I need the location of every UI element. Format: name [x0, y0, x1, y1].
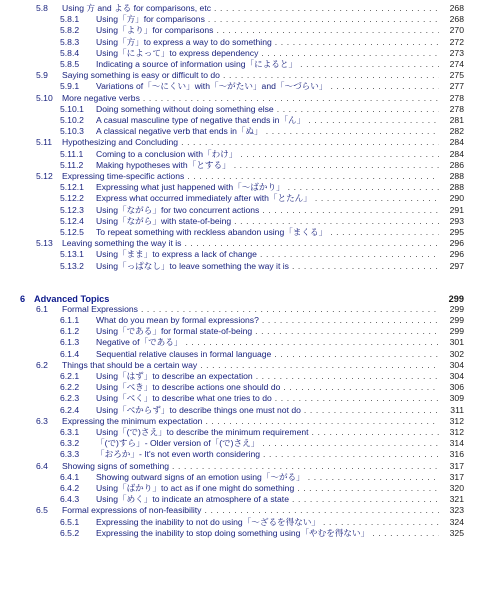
dot-leader: [292, 260, 439, 272]
toc-entry[interactable]: [60, 204, 464, 216]
toc-entry-number: 6.2: [36, 359, 48, 370]
toc-entry[interactable]: [60, 381, 464, 393]
toc-entry[interactable]: [60, 426, 464, 438]
toc-entry-title[interactable]: 「(で)すら」- Older version of「(で)さえ」: [96, 438, 260, 449]
dot-leader: [308, 114, 439, 126]
toc-entry-number: 5.8.1: [60, 14, 80, 25]
toc-entry-number: 5.11.1: [60, 148, 84, 159]
toc-entry-page[interactable]: 281: [449, 115, 464, 125]
toc-entry-title[interactable]: Hypothesizing and Concluding: [62, 137, 179, 148]
toc-entry-title[interactable]: Making hypotheses with「とする」: [96, 159, 231, 170]
toc-entry[interactable]: [36, 92, 464, 104]
toc-entry-title[interactable]: Expressing what just happened with「～ばかり」: [96, 182, 285, 193]
toc-entry-number: 5.13: [36, 238, 53, 249]
toc-entry-title[interactable]: Variations of「～にくい」with「～がたい」and「～づらい」: [96, 81, 328, 92]
toc-entry-page[interactable]: 282: [449, 126, 464, 137]
dot-leader: [234, 159, 439, 171]
toc-entry-page[interactable]: 323: [449, 505, 464, 516]
toc-entry-number: 5.10: [36, 92, 53, 103]
toc-entry-page[interactable]: 320: [449, 483, 464, 493]
toc-entry-number: 6.2.2: [60, 382, 80, 393]
toc-entry-page[interactable]: 324: [449, 516, 464, 527]
toc-entry-number: 5.8.2: [60, 25, 80, 36]
toc-entry[interactable]: [60, 404, 464, 416]
dot-leader: [172, 460, 439, 472]
toc-entry-page[interactable]: 325: [449, 527, 464, 538]
toc-entry-number: 5.8: [36, 3, 48, 13]
toc-entry-page[interactable]: 304: [449, 371, 464, 381]
dot-leader: [262, 204, 439, 216]
dot-leader: [185, 336, 439, 348]
toc-entry[interactable]: [60, 47, 464, 59]
toc-entry-page[interactable]: 296: [449, 238, 464, 249]
toc-entry-page[interactable]: 317: [449, 460, 464, 471]
toc-entry-number: 5.8.4: [60, 47, 80, 58]
toc-entry-page[interactable]: 291: [449, 204, 464, 215]
toc-entry-number: 5.10.2: [60, 115, 84, 125]
toc-entry-page[interactable]: 278: [449, 103, 464, 114]
toc-entry-number: 5.13.1: [60, 249, 84, 260]
toc-entry-title[interactable]: Saying something is easy or difficult to do: [62, 70, 220, 81]
dot-leader: [297, 482, 439, 494]
toc-entry-title[interactable]: Express what occurred immediately after with「とたん」: [96, 193, 312, 204]
dot-leader: [214, 2, 439, 14]
dot-leader: [323, 516, 439, 528]
dot-leader: [260, 248, 439, 260]
toc-entry-title[interactable]: Expressing time-specific actions: [62, 171, 185, 181]
toc-entry[interactable]: [60, 103, 464, 115]
toc-entry-page[interactable]: 277: [449, 81, 464, 92]
toc-entry[interactable]: [60, 114, 464, 126]
dot-leader: [200, 359, 439, 371]
toc-entry-title[interactable]: Formal expressions of non-feasibility: [62, 505, 202, 516]
toc-entry-number: 6.4: [36, 460, 48, 471]
dot-leader: [274, 348, 439, 360]
toc-entry-number: 6.4.1: [60, 471, 80, 482]
dot-leader: [184, 237, 439, 249]
toc-entry[interactable]: [60, 24, 464, 36]
toc-entry-number: 5.12.4: [60, 215, 84, 226]
dot-leader: [240, 148, 439, 160]
toc-entry[interactable]: [36, 237, 464, 249]
toc-entry-title[interactable]: Using「ながら」with state-of-being: [96, 215, 232, 226]
toc-entry-title[interactable]: Using「べからず」to describe things one must not do: [96, 404, 301, 415]
toc-entry-number: 5.12.5: [60, 227, 84, 237]
toc-entry-page[interactable]: 297: [449, 260, 464, 271]
toc-entry[interactable]: [60, 314, 464, 326]
toc-entry[interactable]: [60, 493, 464, 505]
toc-entry[interactable]: [60, 516, 464, 528]
toc-entry[interactable]: [60, 248, 464, 260]
toc-entry-title[interactable]: Using「より」for comparisons: [96, 25, 214, 36]
toc-entry-page[interactable]: 268: [449, 14, 464, 25]
toc-entry[interactable]: [60, 348, 464, 360]
toc-entry-page[interactable]: 299: [448, 293, 464, 304]
toc-entry-title[interactable]: Coming to a conclusion with「わけ」: [96, 148, 238, 159]
toc-entry-page[interactable]: 278: [449, 92, 464, 103]
dot-leader: [263, 448, 439, 460]
toc-entry[interactable]: [60, 80, 464, 92]
toc-entry-title[interactable]: Advanced Topics: [34, 293, 110, 304]
toc-entry[interactable]: [36, 415, 464, 427]
toc-entry[interactable]: [60, 13, 464, 25]
toc-entry[interactable]: [60, 181, 464, 193]
dot-leader: [143, 92, 439, 104]
toc-entry-title[interactable]: Using「べき」to describe actions one should do: [96, 382, 281, 393]
toc-entry-page[interactable]: 317: [449, 471, 464, 482]
toc-entry-title[interactable]: Indicating a source of information using「によると」: [96, 59, 298, 69]
toc-entry-title[interactable]: Using 方 and よる for comparisons, etc: [62, 3, 212, 13]
toc-entry-title[interactable]: Using「方」for comparisons: [96, 14, 205, 25]
toc-entry[interactable]: [60, 36, 464, 48]
toc-entry[interactable]: [60, 260, 464, 272]
dot-leader: [255, 325, 439, 337]
toc-entry-page[interactable]: 299: [449, 315, 464, 325]
toc-entry[interactable]: [60, 148, 464, 160]
toc-entry-page[interactable]: 312: [449, 415, 464, 426]
toc-entry-number: 6.5.1: [60, 516, 80, 527]
toc-entry-title[interactable]: Expressing the inability to not do using「～ざるを得ない」: [96, 516, 321, 527]
dot-leader: [266, 125, 439, 137]
toc-entry-page[interactable]: 299: [449, 303, 464, 314]
toc-entry-page[interactable]: 275: [449, 70, 464, 81]
dot-leader: [223, 69, 439, 81]
dot-leader: [262, 437, 439, 449]
toc-entry-page[interactable]: 272: [449, 36, 464, 47]
dot-leader: [277, 103, 439, 115]
toc-entry-title[interactable]: Using「はず」to describe an expectation: [96, 371, 253, 381]
toc-entry-page[interactable]: 273: [449, 47, 464, 58]
dot-leader: [208, 13, 439, 25]
toc-entry-page[interactable]: 284: [449, 148, 464, 159]
toc-entry-title[interactable]: Formal Expressions: [62, 303, 138, 314]
toc-entry[interactable]: [60, 448, 464, 460]
dot-leader: [187, 170, 439, 182]
toc-entry[interactable]: [20, 290, 464, 302]
toc-entry-title[interactable]: 「おろか」- It's not even worth considering: [96, 449, 261, 460]
toc-entry-number: 5.8.3: [60, 36, 80, 47]
toc-entry-number: 6.1.3: [60, 337, 80, 348]
toc-entry-page[interactable]: 299: [449, 326, 464, 337]
toc-entry-number: 6.2.4: [60, 404, 80, 415]
toc-entry-title[interactable]: Expressing the inability to stop doing something using「やむを得ない」: [96, 527, 370, 538]
toc-entry-page[interactable]: 268: [449, 3, 464, 13]
toc-entry-page[interactable]: 312: [449, 427, 464, 437]
toc-entry-page[interactable]: 306: [449, 382, 464, 393]
toc-entry-title[interactable]: A casual masculine type of negative that ends in「ん」: [96, 115, 306, 125]
toc-entry-number: 5.10.1: [60, 103, 84, 114]
toc-entry[interactable]: [60, 370, 464, 382]
toc-entry-number: 6: [20, 293, 26, 304]
toc-entry-number: 6.1.4: [60, 348, 80, 359]
dot-leader: [256, 370, 439, 382]
dot-leader: [288, 181, 439, 193]
toc-entry-number: 6.1.2: [60, 326, 80, 337]
toc-entry-page[interactable]: 316: [449, 449, 464, 460]
toc-entry[interactable]: [60, 437, 464, 449]
toc-entry-number: 5.13.2: [60, 260, 84, 271]
toc-entry-number: 5.12: [36, 171, 53, 181]
toc-entry-number: 6.3.2: [60, 438, 80, 449]
toc-entry-title[interactable]: Using「べく」to describe what one tries to do: [96, 393, 272, 404]
dot-leader: [261, 47, 439, 59]
toc-entry[interactable]: [36, 69, 464, 81]
dot-leader: [292, 493, 439, 505]
dot-leader: [300, 58, 439, 70]
dot-leader: [283, 381, 439, 393]
toc-entry-number: 5.9: [36, 70, 48, 81]
dot-leader: [234, 215, 439, 227]
toc-entry[interactable]: [60, 482, 464, 494]
toc-entry-page[interactable]: 296: [449, 249, 464, 260]
toc-entry[interactable]: [36, 303, 464, 315]
dot-leader: [181, 136, 439, 148]
toc-entry-number: 6.3.1: [60, 427, 80, 437]
toc-entry-number: 6.5.2: [60, 527, 80, 538]
toc-entry[interactable]: [60, 192, 464, 204]
dot-leader: [205, 415, 439, 427]
toc-entry-title[interactable]: Using「ながら」for two concurrent actions: [96, 204, 260, 215]
toc-entry[interactable]: [60, 325, 464, 337]
toc-entry-page[interactable]: 290: [449, 193, 464, 204]
toc-entry-number: 6.5: [36, 505, 48, 516]
toc-entry-number: 5.12.2: [60, 193, 84, 204]
dot-leader: [330, 80, 439, 92]
toc-entry[interactable]: [36, 2, 464, 14]
toc-entry-page[interactable]: 314: [449, 438, 464, 449]
toc-entry-number: 5.12.1: [60, 182, 84, 193]
toc-entry-page[interactable]: 301: [449, 337, 464, 348]
toc-entry-number: 5.10.3: [60, 126, 84, 137]
toc-entry-title[interactable]: Using「ばかり」to act as if one might do something: [96, 483, 295, 493]
toc-entry-page[interactable]: 274: [449, 59, 464, 69]
toc-entry-page[interactable]: 309: [449, 393, 464, 404]
toc-entry-title[interactable]: Expressing the minimum expectation: [62, 415, 203, 426]
toc-entry[interactable]: [60, 58, 464, 70]
toc-entry-page[interactable]: 293: [449, 215, 464, 226]
toc-entry-number: 6.4.2: [60, 483, 80, 493]
toc-entry-title[interactable]: Showing outward signs of an emotion using「～がる」: [96, 471, 305, 482]
dot-leader: [312, 426, 439, 438]
toc-entry-page[interactable]: 288: [449, 182, 464, 193]
toc-entry-title[interactable]: Using「方」to express a way to do something: [96, 36, 272, 47]
toc-entry[interactable]: [36, 136, 464, 148]
toc-entry-number: 5.12.3: [60, 204, 84, 215]
toc-entry-title[interactable]: Using「(で)さえ」to describe the minimum requirement: [96, 427, 309, 437]
dot-leader: [304, 404, 439, 416]
dot-leader: [315, 192, 439, 204]
toc-entry-number: 6.2.3: [60, 393, 80, 404]
toc-entry-number: 6.3.3: [60, 449, 80, 460]
toc-entry-title[interactable]: Using「めく」to indicate an atmosphere of a state: [96, 494, 289, 505]
toc-entry-title[interactable]: What do you mean by formal expressions?: [96, 315, 259, 325]
toc-entry[interactable]: [36, 460, 464, 472]
toc-entry-title[interactable]: Using「によって」to express dependency: [96, 47, 259, 58]
toc-entry-page[interactable]: 295: [449, 227, 464, 237]
dot-leader: [112, 290, 439, 302]
toc-entry[interactable]: [60, 527, 464, 539]
toc-entry[interactable]: [36, 504, 464, 516]
toc-entry-number: 6.1: [36, 303, 48, 314]
toc-entry-number: 6.1.1: [60, 315, 80, 325]
toc-entry[interactable]: [60, 471, 464, 483]
toc-entry-number: 5.8.5: [60, 59, 80, 69]
toc-entry-number: 5.11.2: [60, 159, 84, 170]
toc-entry-page[interactable]: 302: [449, 348, 464, 359]
dot-leader: [204, 504, 439, 516]
dot-leader: [275, 36, 439, 48]
toc-entry[interactable]: [36, 170, 464, 182]
toc-entry[interactable]: [36, 359, 464, 371]
toc-entry-page[interactable]: 311: [450, 404, 464, 415]
toc-entry-title[interactable]: Negative of「である」: [96, 337, 183, 348]
toc-entry-title[interactable]: More negative verbs: [62, 92, 140, 103]
toc-entry-page[interactable]: 270: [449, 25, 464, 36]
toc-entry[interactable]: [60, 215, 464, 227]
toc-entry[interactable]: [60, 392, 464, 404]
toc-entry-number: 6.2.1: [60, 371, 80, 381]
toc-entry-title[interactable]: Using「である」for formal state-of-being: [96, 326, 253, 337]
dot-leader: [216, 24, 439, 36]
toc-entry[interactable]: [60, 125, 464, 137]
toc-entry-page[interactable]: 321: [449, 494, 464, 505]
toc-entry[interactable]: [60, 226, 464, 238]
toc-entry-page[interactable]: 284: [449, 137, 464, 148]
dot-leader: [330, 226, 439, 238]
toc-entry-number: 6.3: [36, 415, 48, 426]
toc-entry-title[interactable]: Using「っぱなし」to leave something the way it is: [96, 260, 289, 271]
toc-entry[interactable]: [60, 159, 464, 171]
toc-entry-page[interactable]: 304: [449, 359, 464, 370]
toc-entry[interactable]: [60, 336, 464, 348]
toc-entry-page[interactable]: 286: [449, 159, 464, 170]
toc-entry-title[interactable]: Things that should be a certain way: [62, 359, 198, 370]
toc-entry-title[interactable]: Sequential relative clauses in formal language: [96, 348, 272, 359]
dot-leader: [308, 471, 439, 483]
dot-leader: [262, 314, 439, 326]
toc-entry-page[interactable]: 288: [449, 171, 464, 181]
dot-leader: [275, 392, 439, 404]
toc-entry-number: 6.4.3: [60, 494, 80, 505]
toc-entry-number: 5.9.1: [60, 81, 80, 92]
toc-entry-number: 5.11: [36, 137, 53, 148]
dot-leader: [372, 527, 439, 539]
toc-entry-title[interactable]: To repeat something with reckless abandon using「まくる」: [96, 227, 328, 237]
toc-entry-title[interactable]: Showing signs of something: [62, 460, 170, 471]
toc-entry-title[interactable]: Leaving something the way it is: [62, 238, 182, 249]
toc-entry-title[interactable]: Using「まま」to express a lack of change: [96, 249, 257, 260]
toc-entry-title[interactable]: Doing something without doing something else: [96, 103, 274, 114]
dot-leader: [141, 303, 439, 315]
toc-entry-title[interactable]: A classical negative verb that ends in「ぬ」: [96, 126, 263, 137]
